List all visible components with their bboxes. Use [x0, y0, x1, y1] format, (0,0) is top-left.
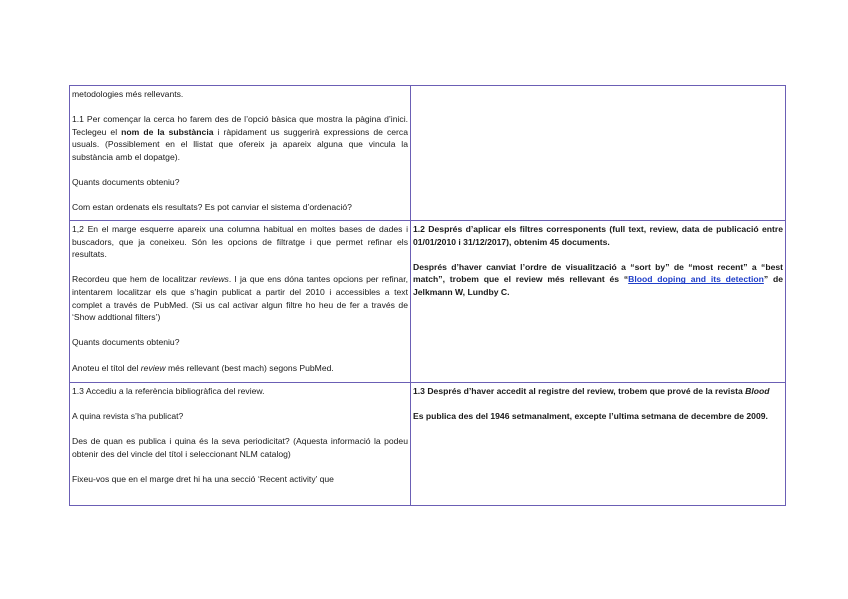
text-span: . I ja que ens dóna tantes opcions per refinar, intentarem localitzar els que s’hagin publicat a partir del 2010 i accessibles a text complet a través de PubMed. (Si us cal activar algun filtre ho heu de fer a través de ‘Show addtional filters’) — [72, 274, 408, 323]
text-span: Després d’haver canviat l’ordre de visualització a “sort by” de “most recent” a “best match”, trobem que el review més rellevant és “ — [413, 261, 783, 285]
text-span: ” de Jelkmann W, Lundby C. — [413, 274, 783, 297]
paragraph: 1.3 Accediu a la referència bibliogràfica del review. — [72, 386, 265, 396]
text-span: més rellevant (best mach) segons PubMed. — [165, 362, 334, 373]
review-title-link[interactable]: Blood doping and its detection — [628, 274, 764, 285]
table-row — [70, 221, 786, 383]
question-cell — [70, 86, 411, 221]
paragraph — [72, 113, 408, 163]
answer-cell — [411, 383, 786, 506]
bold-text: Es publica des del 1946 setmanalment, excepte l’ultima setmana de decembre de 2009. — [413, 411, 768, 422]
question-cell — [70, 221, 411, 383]
paragraph: metodologies més rellevants. — [72, 89, 184, 99]
text-span: 1.3 Després d’haver accedit al registre del review, trobem que prové de la revista — [413, 386, 746, 396]
answer-cell — [411, 86, 786, 221]
paragraph: A quina revista s’ha publicat? — [72, 411, 184, 422]
italic-text: reviews — [199, 274, 229, 285]
paragraph — [413, 385, 783, 398]
answer-cell — [411, 221, 786, 383]
text-span: Recordeu que hem de localitzar — [72, 274, 200, 285]
paragraph: Com estan ordenats els resultats? Es pot canviar el sistema d’ordenació? — [72, 202, 352, 213]
italic-text: review — [140, 362, 166, 373]
bold-text: nom de la substància — [121, 126, 214, 137]
text-span: 1.1 Per començar la cerca ho farem des de l’opció bàsica que mostra la pàgina d’inici. Teclegeu el — [72, 114, 408, 137]
paragraph — [413, 410, 783, 423]
table-row — [70, 86, 786, 221]
question-cell — [70, 383, 411, 506]
italic-text: Blood — [745, 386, 770, 396]
paragraph — [72, 273, 408, 323]
paragraph: Quants documents obteniu? — [72, 337, 180, 348]
paragraph: Fixeu-vos que en el marge dret hi ha una secció ‘Recent activity’ que — [72, 474, 334, 485]
bold-text: 1.2 Després d’aplicar els filtres corresponents (full text, review, data de publicació entre 01/01/2010 i 31/12/2017), obtenim 45 documents. — [413, 224, 783, 247]
paragraph: Des de quan es publica i quina és la seva periodicitat? (Aquesta informació la podeu obtenir des del vincle del títol i seleccionant NLM catalog) — [72, 436, 408, 459]
paragraph — [413, 261, 783, 299]
table-row — [70, 383, 786, 506]
paragraph — [413, 223, 783, 248]
paragraph: Quants documents obteniu? — [72, 177, 180, 188]
exercise-table — [69, 85, 786, 506]
paragraph: 1,2 En el marge esquerre apareix una columna habitual en moltes bases de dades i buscadors, que ja coneixeu. Són les opcions de filtratge i que permet refinar els resultats. — [72, 224, 408, 260]
paragraph — [72, 362, 408, 375]
text-span: Anoteu el títol del — [72, 362, 141, 373]
text-span: i ràpidament us suggerirà expressions de cerca usuals. (Possiblement en el llistat que ofereix ja apareix alguna que vincula la substància amb el dopatge). — [72, 126, 408, 162]
